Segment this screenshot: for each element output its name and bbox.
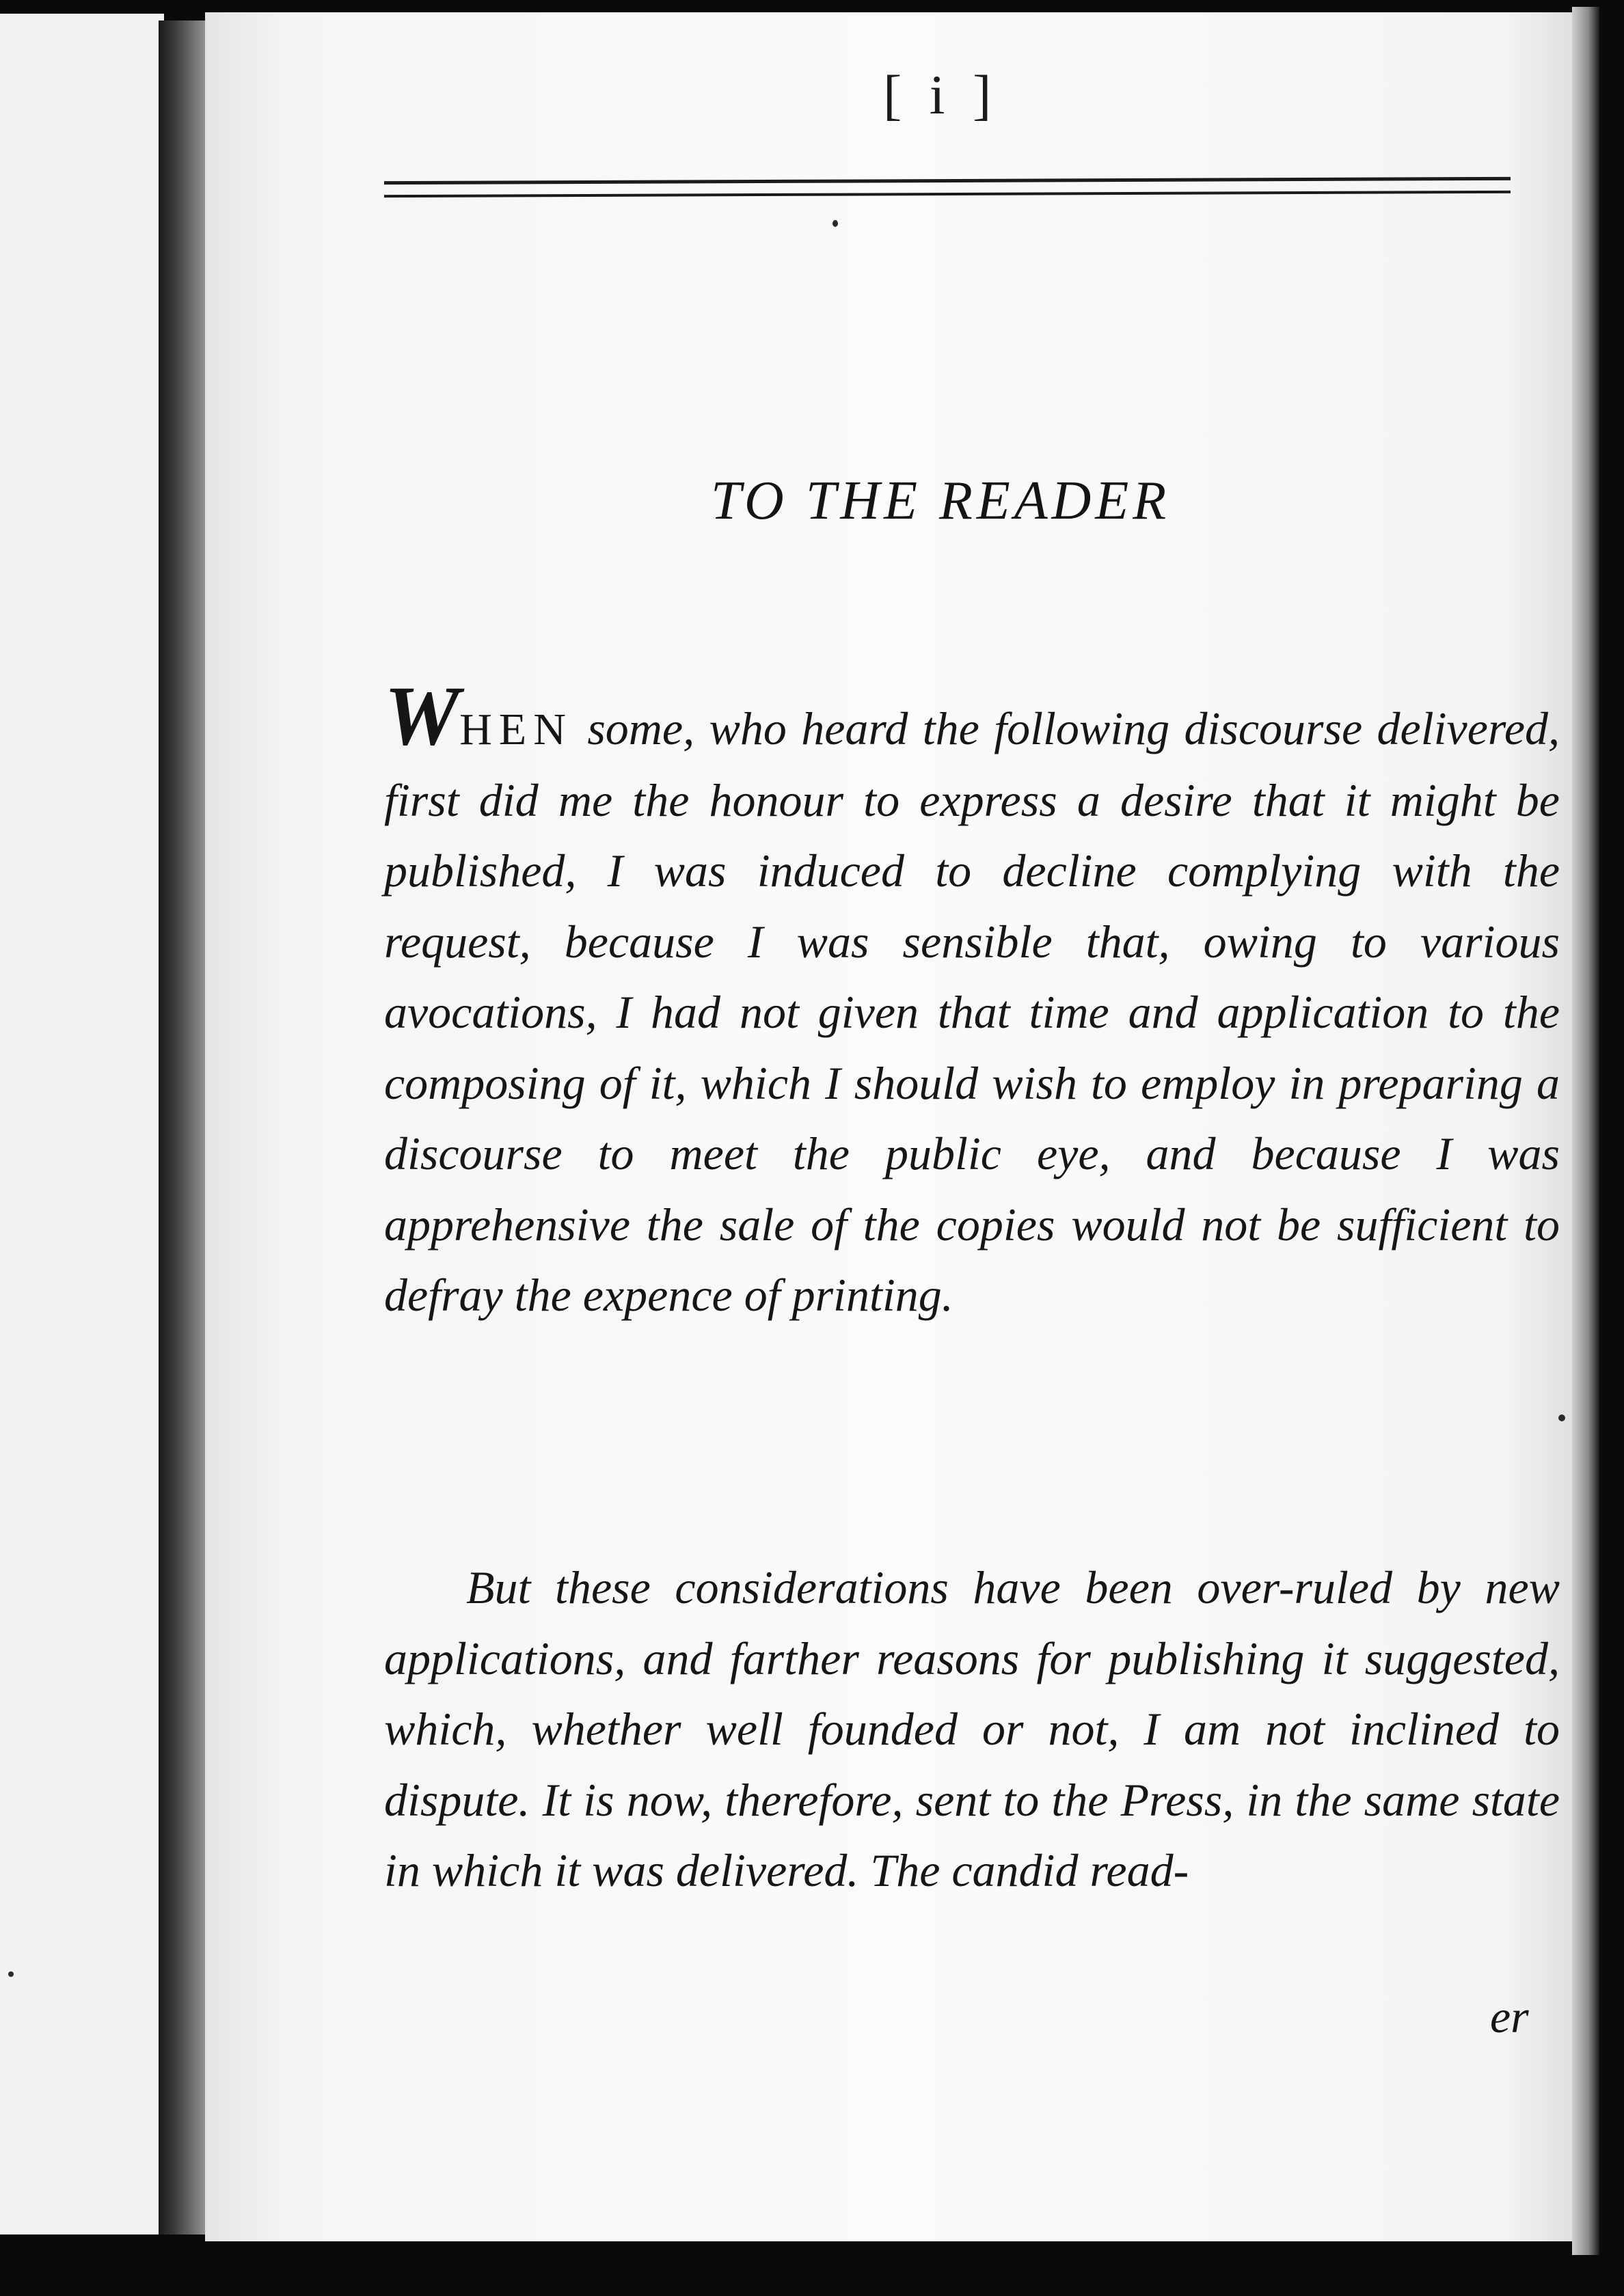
paragraph-first-text: some, who heard the following discourse delivered, first did me the honour to express a desire that it might be published, I was induced to decline complying with the request, because I was sensible that, owing to various avocations, I had not given that time and application to the composing of it, which I should wish to employ in preparing a discourse to meet the public eye, and because I was apprehensive the sale of the copies would not be sufficient to defray the expence of printing. [384,702,1560,1321]
small-caps-lead: HEN [459,705,573,754]
paragraph-first [384,669,1560,1331]
catchword: er [1490,1991,1529,2042]
ink-speck [1558,1414,1565,1421]
ink-speck [8,1971,14,1977]
page-number: [ i ] [883,64,999,126]
drop-cap: W [384,669,460,763]
page-edge [1572,7,1599,2255]
section-heading: TO THE READER [711,471,1171,531]
ink-speck [833,220,838,227]
paragraph-second: But these considerations have been over-ruled by new applications, and farther reasons for publishing it suggested, which, whether well founded or not, I am not inclined to dispute. It is now, therefore, sent to the Press, in the same state in which it was delivered. The candid read- [384,1561,1560,1896]
facing-page-fragment [0,14,164,2234]
